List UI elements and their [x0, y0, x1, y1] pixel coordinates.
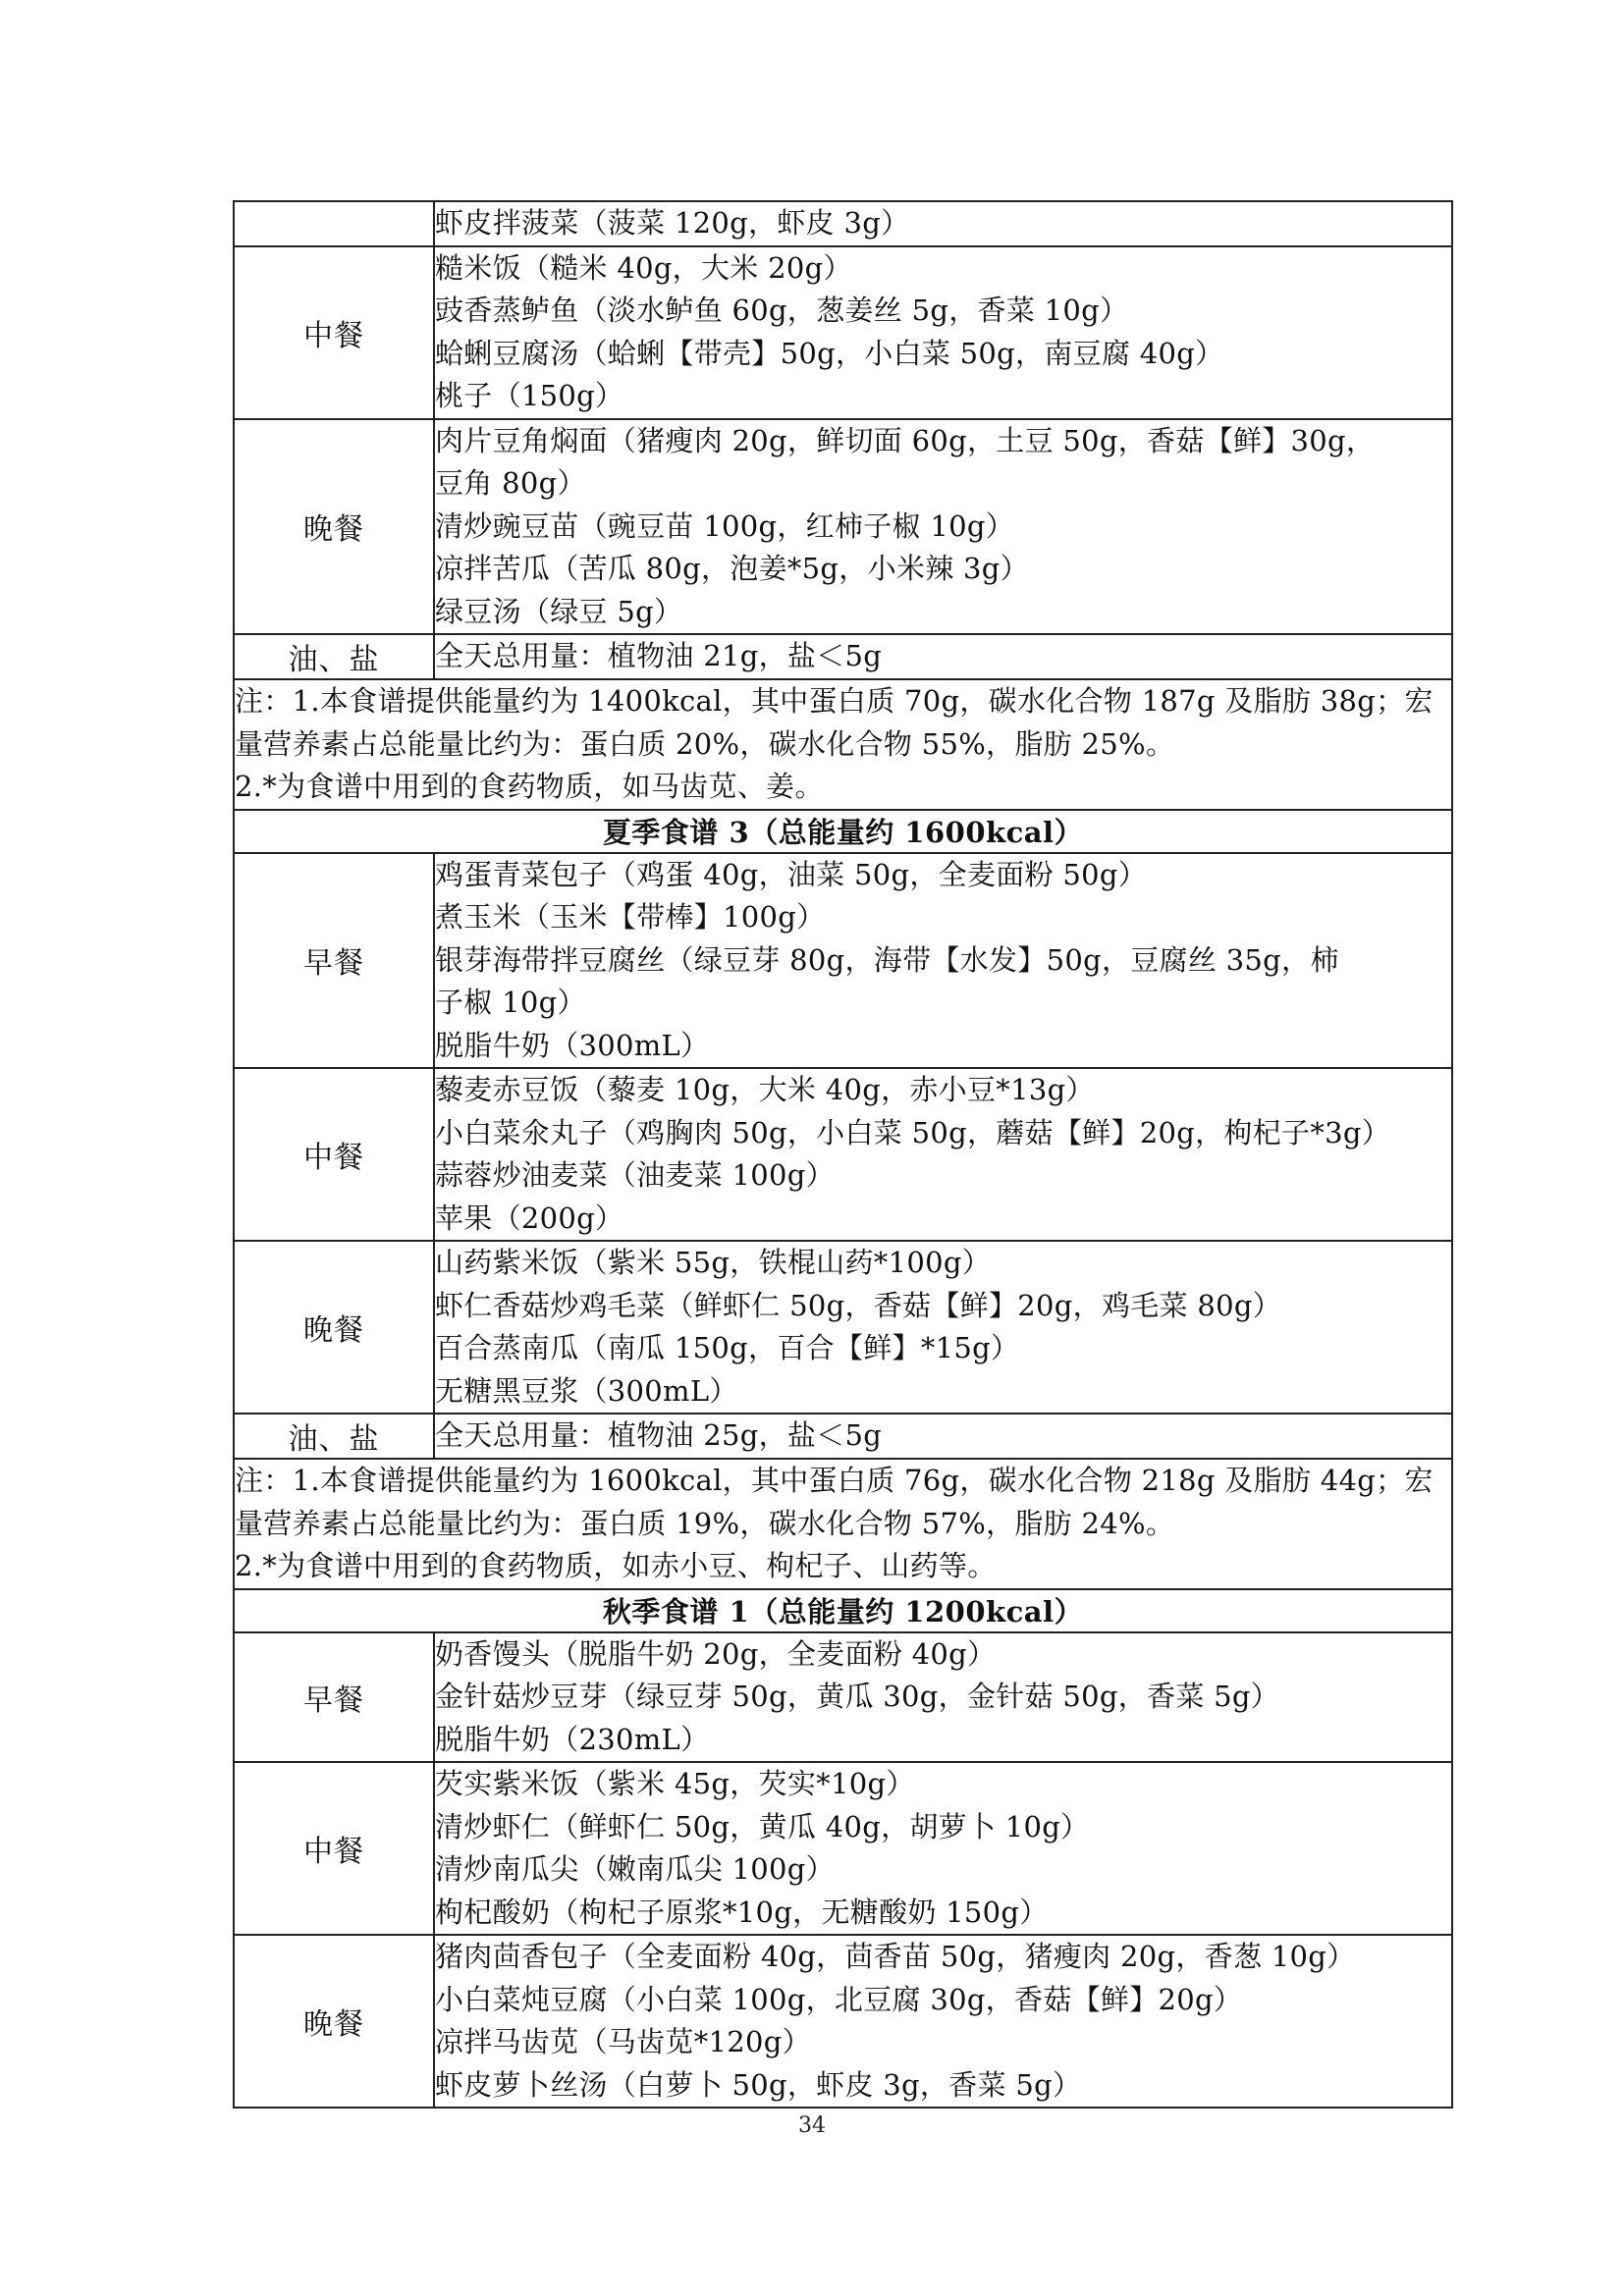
dish-line: 奶香馒头（脱脂牛奶 20g，全麦面粉 40g） [435, 1636, 997, 1671]
dish-line: 肉片豆角焖面（猪瘦肉 20g，鲜切面 60g，土豆 50g，香菇【鲜】30g， [435, 423, 1376, 457]
dish-line: 糙米饭（糙米 40g，大米 20g） [435, 250, 852, 285]
dish-line: 芡实紫米饭（紫米 45g，芡实*10g） [435, 1767, 915, 1800]
table-row [234, 246, 1452, 419]
dish-line: 脱脂牛奶（230mL） [435, 1722, 710, 1756]
dish-line: 凉拌马齿苋（马齿苋*120g） [435, 2025, 811, 2058]
table-row [234, 810, 1452, 853]
dish-line: 猪肉茴香包子（全麦面粉 40g，茴香苗 50g，猪瘦肉 20g，香葱 10g） [435, 1940, 1356, 1973]
table-row [234, 1414, 1452, 1459]
table-row [234, 419, 1452, 635]
meal-items-cell [434, 1935, 1452, 2108]
dish-line: 清炒南瓜尖（嫩南瓜尖 100g） [435, 1852, 835, 1886]
table-row [234, 853, 1452, 1069]
dish-line: 虾皮萝卜丝汤（白萝卜 50g，虾皮 3g，香菜 5g） [435, 2067, 1082, 2102]
oil-salt-label: 油、盐 [234, 1414, 434, 1459]
table-row [234, 201, 1452, 246]
meal-label-dinner: 晚餐 [234, 1241, 434, 1414]
section-title-summer-3: 夏季食谱 3（总能量约 1600kcal） [234, 810, 1452, 853]
dish-line: 山药紫米饭（紫米 55g，铁棍山药*100g） [435, 1246, 991, 1279]
meal-label-breakfast: 早餐 [234, 1632, 434, 1763]
dish-line: 凉拌苦瓜（苦瓜 80g，泡姜*5g，小米辣 3g） [435, 552, 1029, 585]
dish-line: 虾皮拌菠菜（菠菜 120g，虾皮 3g） [435, 206, 910, 240]
oil-salt-cell [434, 1414, 1452, 1459]
note-line: 注：1.本食谱提供能量约为 1400kcal，其中蛋白质 70g，碳水化合物 187g 及脂肪 38g；宏量营养素占总能量比约为：蛋白质 20%，碳水化合物 55%，脂肪 25%。 [235, 684, 1434, 761]
table-row [234, 1459, 1452, 1589]
meal-items-cell [434, 419, 1452, 635]
oil-salt-text: 全天总用量：植物油 21g，盐＜5g [435, 639, 883, 673]
dish-line: 蒜蓉炒油麦菜（油麦菜 100g） [435, 1158, 835, 1192]
dish-line: 桃子（150g） [435, 379, 624, 412]
meal-label-breakfast: 早餐 [234, 853, 434, 1069]
dish-line: 小白菜氽丸子（鸡胸肉 50g，小白菜 50g，蘑菇【鲜】20g，枸杞子*3g） [435, 1115, 1391, 1149]
meal-label-lunch: 中餐 [234, 246, 434, 419]
table-row [234, 1935, 1452, 2108]
dish-line: 豆角 80g） [435, 466, 586, 500]
meal-items-cell [434, 1241, 1452, 1414]
meal-items-cell [434, 1762, 1452, 1935]
page-number: 34 [798, 2113, 826, 2138]
note-line: 2.*为食谱中用到的食药物质，如赤小豆、枸杞子、山药等。 [235, 1549, 997, 1582]
dish-line: 煮玉米（玉米【带棒】100g） [435, 900, 826, 934]
dish-line: 百合蒸南瓜（南瓜 150g，百合【鲜】*15g） [435, 1331, 1020, 1364]
dish-line: 枸杞酸奶（枸杞子原浆*10g，无糖酸奶 150g） [435, 1895, 1049, 1929]
dish-line: 无糖黑豆浆（300mL） [435, 1373, 738, 1408]
table-row [234, 1241, 1452, 1414]
meal-items-cell [434, 201, 1452, 246]
meal-label-cell [234, 201, 434, 246]
dish-line: 子椒 10g） [435, 986, 586, 1019]
oil-salt-text: 全天总用量：植物油 25g，盐＜5g [435, 1418, 883, 1453]
dish-line: 藜麦赤豆饭（藜麦 10g，大米 40g，赤小豆*13g） [435, 1073, 1095, 1106]
dish-line: 苹果（200g） [435, 1201, 624, 1235]
oil-salt-cell [434, 634, 1452, 679]
meal-items-cell [434, 1068, 1452, 1241]
table-row [234, 1589, 1452, 1632]
recipe-table [233, 200, 1453, 2109]
section-title-autumn-1: 秋季食谱 1（总能量约 1200kcal） [234, 1589, 1452, 1632]
meal-label-lunch: 中餐 [234, 1762, 434, 1935]
meal-items-cell [434, 853, 1452, 1069]
meal-label-dinner: 晚餐 [234, 1935, 434, 2108]
dish-line: 金针菇炒豆芽（绿豆芽 50g，黄瓜 30g，金针菇 50g，香菜 5g） [435, 1680, 1280, 1713]
note-cell [234, 1459, 1452, 1589]
meal-items-cell [434, 246, 1452, 419]
oil-salt-label: 油、盐 [234, 634, 434, 679]
dish-line: 鸡蛋青菜包子（鸡蛋 40g，油菜 50g，全麦面粉 50g） [435, 857, 1148, 891]
table-row [234, 1068, 1452, 1241]
meal-label-dinner: 晚餐 [234, 419, 434, 635]
table-row [234, 679, 1452, 810]
meal-items-cell [434, 1632, 1452, 1763]
note-line: 注：1.本食谱提供能量约为 1600kcal，其中蛋白质 76g，碳水化合物 218g 及脂肪 44g；宏量营养素占总能量比约为：蛋白质 19%，碳水化合物 57%，脂肪 24%。 [235, 1464, 1434, 1540]
dish-line: 清炒虾仁（鲜虾仁 50g，黄瓜 40g，胡萝卜 10g） [435, 1809, 1090, 1843]
dish-line: 绿豆汤（绿豆 5g） [435, 594, 683, 628]
dish-line: 银芽海带拌豆腐丝（绿豆芽 80g，海带【水发】50g，豆腐丝 35g，柿 [435, 942, 1339, 977]
meal-label-lunch: 中餐 [234, 1068, 434, 1241]
table-row [234, 1632, 1452, 1763]
dish-line: 蛤蜊豆腐汤（蛤蜊【带壳】50g，小白菜 50g，南豆腐 40g） [435, 336, 1224, 370]
table-row [234, 634, 1452, 679]
note-cell [234, 679, 1452, 810]
table-row [234, 1762, 1452, 1935]
dish-line: 虾仁香菇炒鸡毛菜（鲜虾仁 50g，香菇【鲜】20g，鸡毛菜 80g） [435, 1288, 1282, 1322]
note-line: 2.*为食谱中用到的食药物质，如马齿苋、姜。 [235, 770, 824, 803]
dish-line: 脱脂牛奶（300mL） [435, 1028, 710, 1062]
dish-line: 豉香蒸鲈鱼（淡水鲈鱼 60g，葱姜丝 5g，香菜 10g） [435, 294, 1129, 327]
dish-line: 小白菜炖豆腐（小白菜 100g，北豆腐 30g，香菇【鲜】20g） [435, 1982, 1243, 2016]
dish-line: 清炒豌豆苗（豌豆苗 100g，红柿子椒 10g） [435, 508, 1015, 543]
